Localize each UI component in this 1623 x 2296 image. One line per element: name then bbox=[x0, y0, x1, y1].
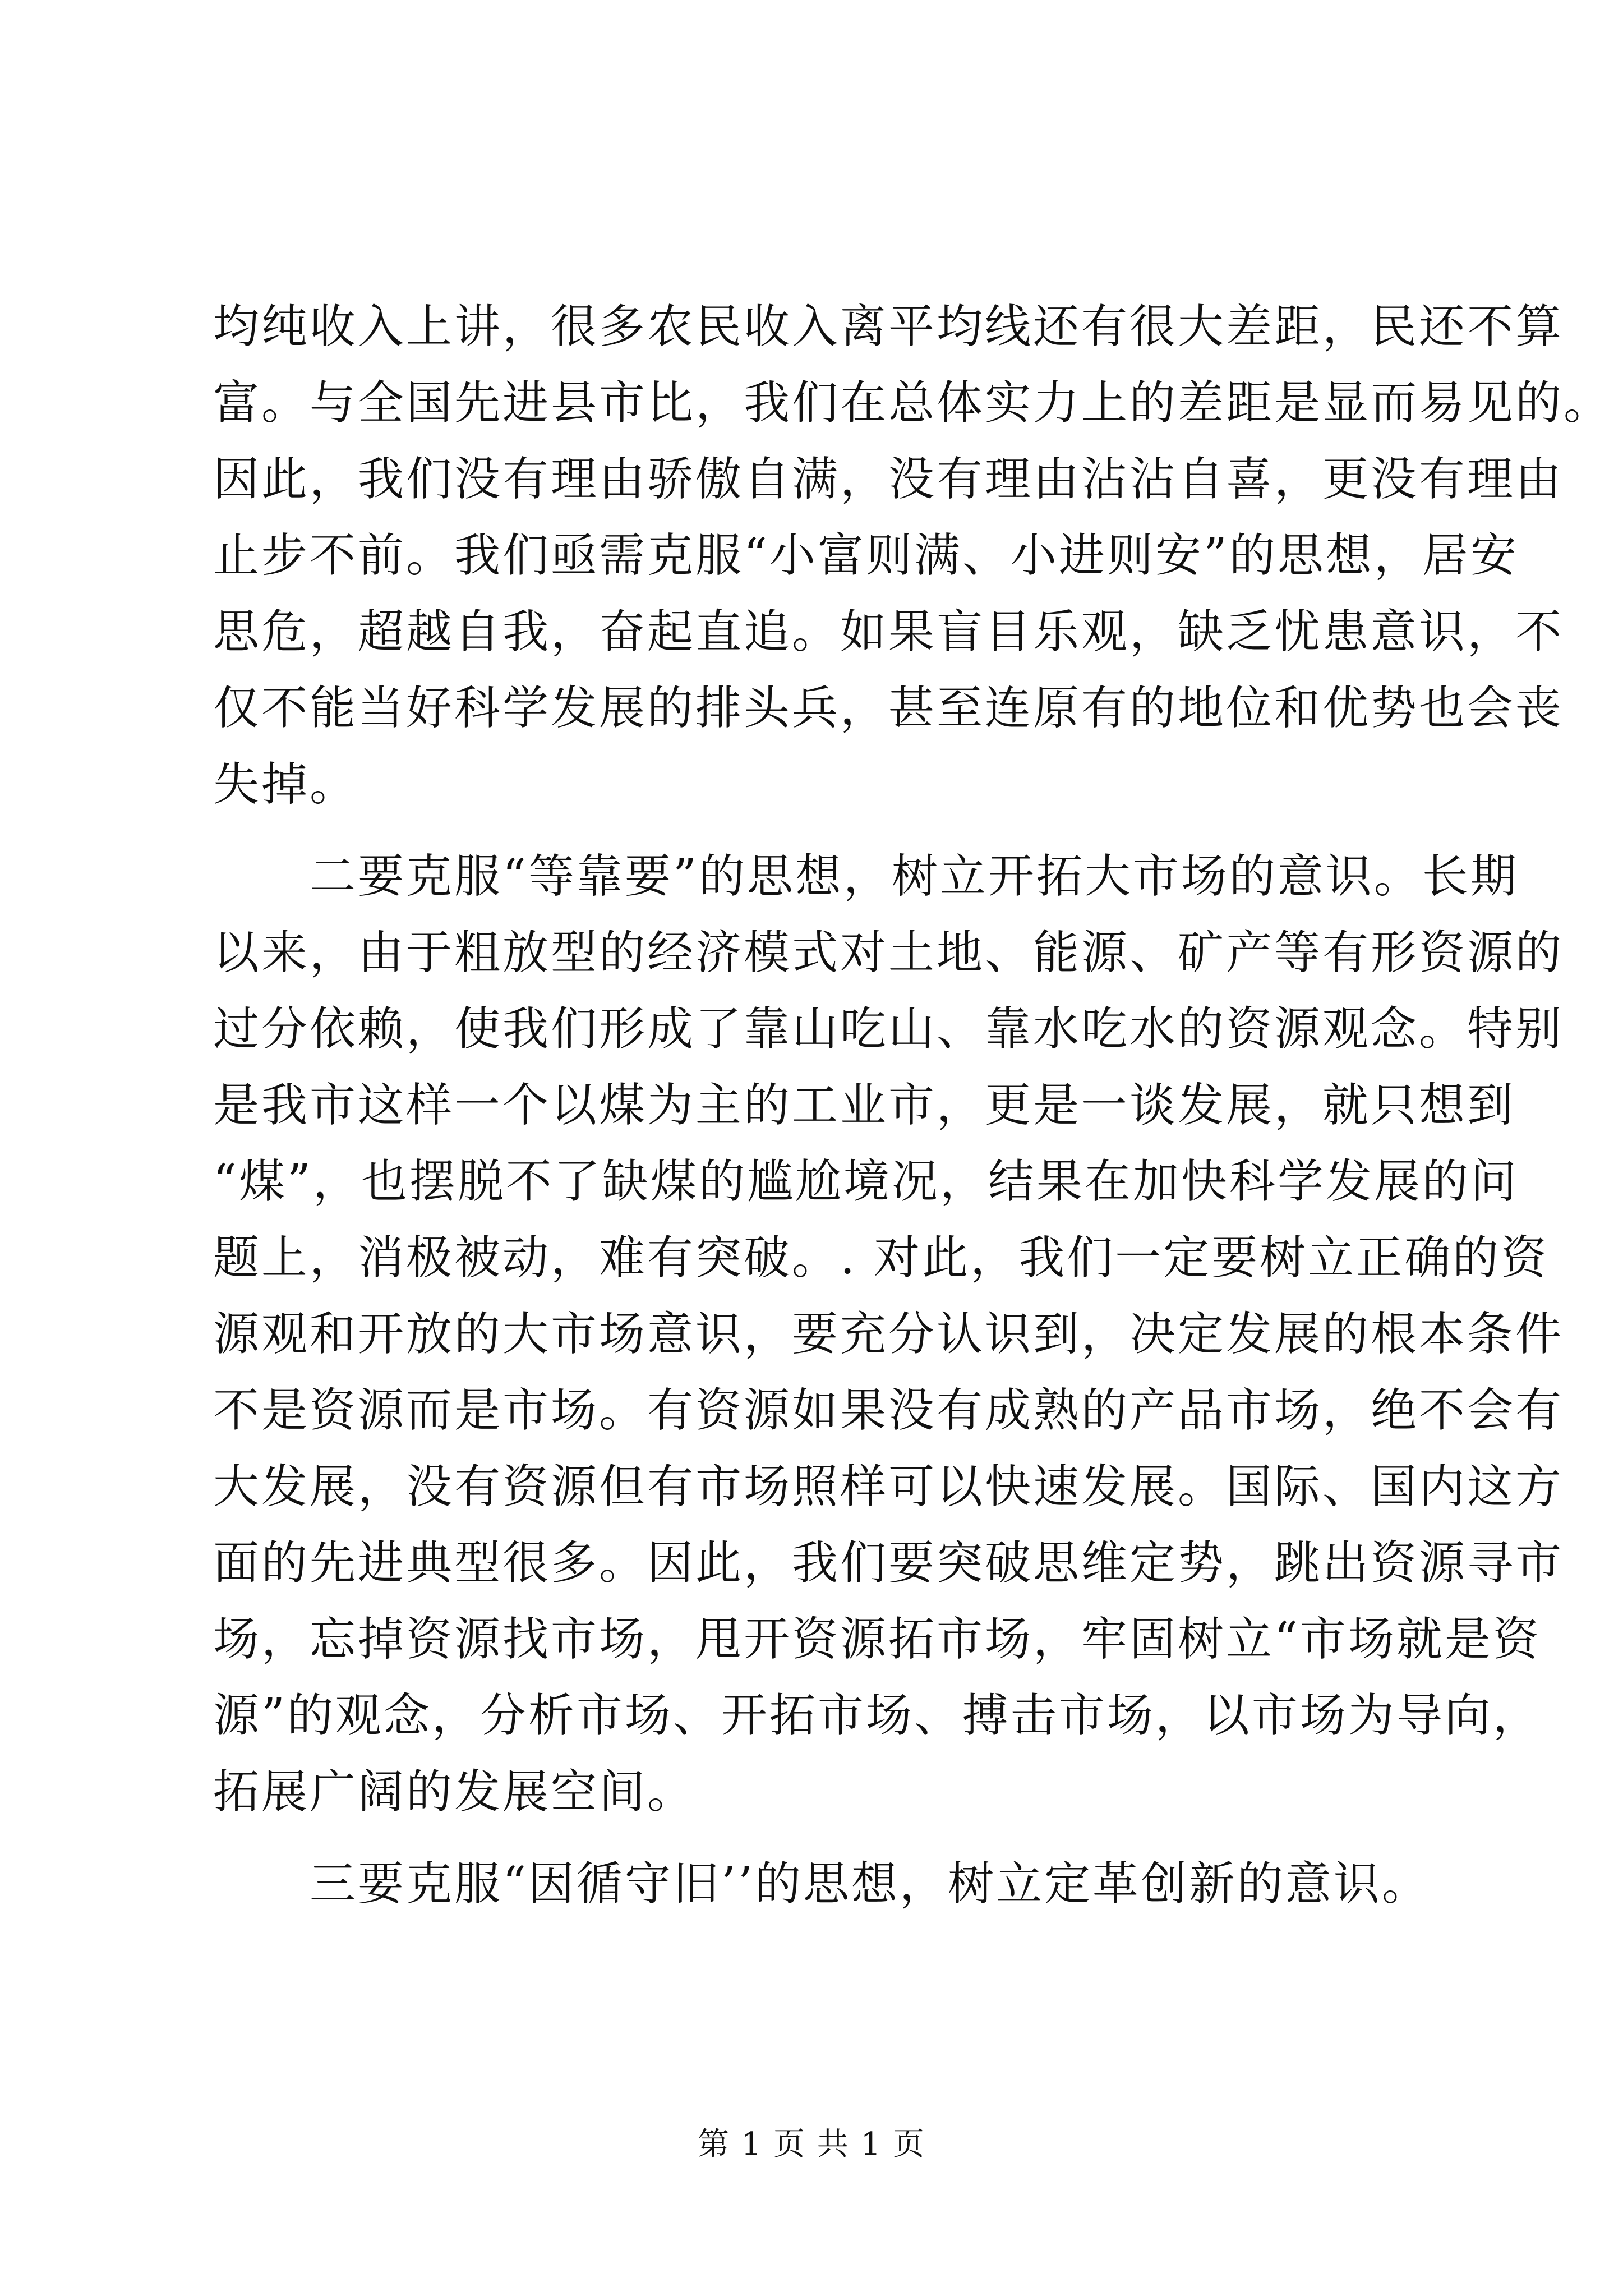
text-line: 源”的观念，分析市场、开拓市场、搏击市场，以市场为导向， bbox=[213, 1689, 1541, 1742]
text-line: 因此，我们没有理由骄傲自满，没有理由沾沾自喜，更没有理由 bbox=[213, 453, 1564, 506]
text-line: 止步不前。我们亟需克服“小富则满、小进则安”的思想，居安 bbox=[213, 529, 1519, 582]
text-line: 富。与全国先进县市比，我们在总体实力上的差距是显而易见的。 bbox=[213, 376, 1612, 430]
body-text bbox=[213, 289, 1612, 1922]
page-number-footer: 第 1 页 共 1 页 bbox=[697, 2126, 926, 2162]
text-line: 题上，消极被动，难有突破。. 对此，我们一定要树立正确的资 bbox=[213, 1231, 1550, 1285]
text-line: 源观和开放的大市场意识，要充分认识到，决定发展的根本条件 bbox=[213, 1308, 1564, 1361]
text-line: 以来，由于粗放型的经济模式对土地、能源、矿产等有形资源的 bbox=[213, 926, 1564, 979]
text-line: “煤”，也摆脱不了缺煤的尴尬境况，结果在加快科学发展的问 bbox=[213, 1155, 1519, 1208]
text-line: 均纯收入上讲，很多农民收入离平均线还有很大差距，民还不算 bbox=[213, 300, 1564, 353]
text-line: 场，忘掉资源找市场，甩开资源拓市场，牢固树立“市场就是资 bbox=[213, 1613, 1541, 1666]
text-line: 失掉。 bbox=[213, 758, 358, 811]
text-line: 不是资源而是市场。有资源如果没有成熟的产品市场，绝不会有 bbox=[213, 1384, 1564, 1437]
text-line: 过分依赖，使我们形成了靠山吃山、靠水吃水的资源观念。特别 bbox=[213, 1002, 1564, 1056]
text-line: 仅不能当好科学发展的排头兵，甚至连原有的地位和优势也会丧 bbox=[213, 682, 1564, 735]
paragraph-first-line: 三要克服“因循守旧’’的思想，树立定革创新的意识。 bbox=[310, 1857, 1431, 1911]
text-line: 大发展，没有资源但有市场照样可以快速发展。国际、国内这方 bbox=[213, 1460, 1564, 1513]
text-line: 面的先进典型很多。因此，我们要突破思维定势，跳出资源寻市 bbox=[213, 1536, 1564, 1590]
text-line: 思危，超越自我，奋起直追。如果盲目乐观，缺乏忧患意识，不 bbox=[213, 605, 1564, 659]
paragraph-first-line: 二要克服“等靠要”的思想，树立开拓大市场的意识。长期 bbox=[310, 850, 1519, 903]
text-line: 是我市这样一个以煤为主的工业市，更是一谈发展，就只想到 bbox=[213, 1079, 1516, 1132]
text-line: 拓展广阔的发展空间。 bbox=[213, 1765, 696, 1819]
